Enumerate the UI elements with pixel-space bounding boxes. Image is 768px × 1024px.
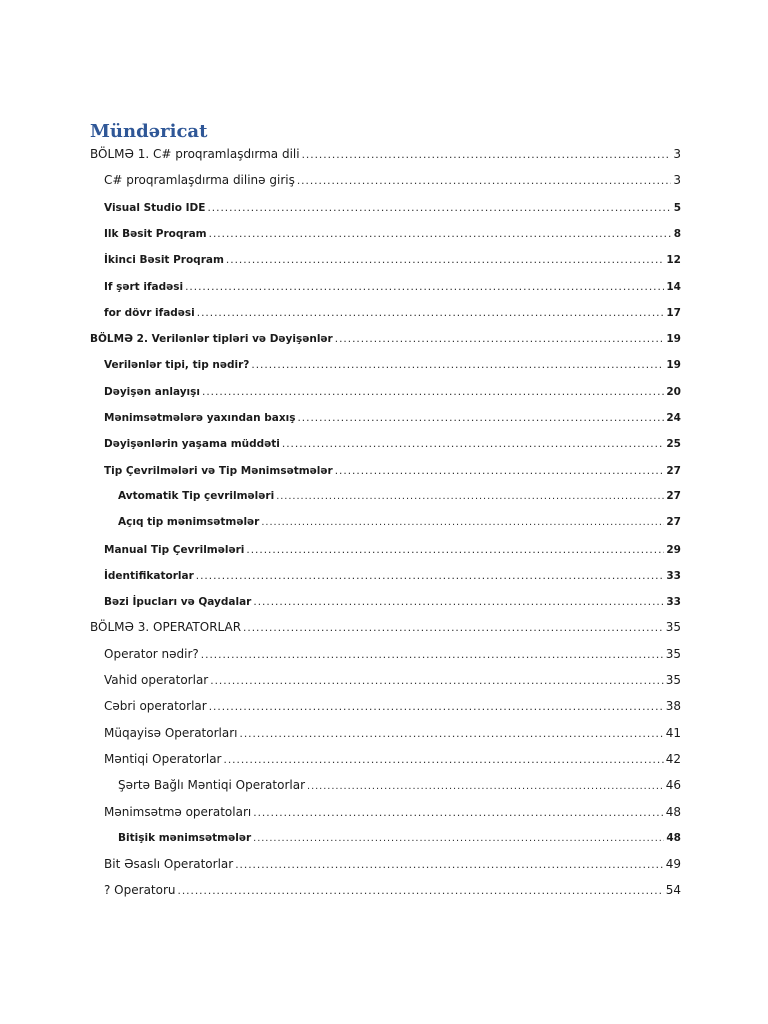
toc-entry-page-number: 5 <box>673 201 681 214</box>
toc-entry-label: ? Operatoru <box>104 883 176 898</box>
toc-entry-page-number: 35 <box>665 673 681 687</box>
toc-entry-page-number: 24 <box>666 412 681 424</box>
dot-leader <box>335 460 665 480</box>
toc-entry-label: Dəyişənlərin yaşama müddəti <box>104 438 280 451</box>
toc-entry[interactable] <box>104 407 681 427</box>
toc-entry[interactable] <box>104 381 681 401</box>
toc-entry-label: Bit Əsaslı Operatorlar <box>104 857 234 872</box>
dot-leader <box>297 407 664 427</box>
dot-leader <box>307 776 664 796</box>
toc-entry-label: If şərt ifadəsi <box>104 280 184 293</box>
toc-entry-page-number: 46 <box>665 778 681 793</box>
toc-entry-label: Verilənlər tipi, tip nədir? <box>104 359 250 372</box>
toc-entry-page-number: 27 <box>666 516 681 529</box>
toc-entry[interactable] <box>104 696 681 716</box>
toc-entry-page-number: 25 <box>666 438 681 451</box>
dot-leader <box>302 144 672 164</box>
toc-entry-label: BÖLMƏ 1. C# proqramlaşdırma dili <box>90 147 300 161</box>
toc-entry-page-number: 14 <box>666 280 681 293</box>
toc-entry-label: Operator nədir? <box>104 646 199 661</box>
toc-entry[interactable] <box>104 591 681 611</box>
dot-leader <box>276 486 664 506</box>
dot-leader <box>196 565 665 585</box>
toc-entry-page-number: 19 <box>666 359 681 372</box>
toc-entry-label: BÖLMƏ 3. OPERATORLAR <box>90 620 242 635</box>
dot-leader <box>185 276 664 296</box>
toc-entry-label: Açıq tip mənimsətmələr <box>118 516 260 529</box>
dot-leader <box>209 223 672 243</box>
toc-entry[interactable] <box>104 644 681 664</box>
toc-entry[interactable] <box>118 828 681 848</box>
dot-leader <box>207 197 671 217</box>
toc-entry-label: Visual Studio IDE <box>104 201 206 214</box>
toc-entry-label: BÖLMƏ 2. Verilənlər tipləri və Dəyişənlər <box>90 333 333 346</box>
toc-entry-label: Avtomatik Tip çevrilmələri <box>118 489 275 502</box>
toc-entry[interactable] <box>104 749 681 769</box>
toc-entry-page-number: 33 <box>666 569 681 582</box>
toc-entry-label: Bitişik mənimsətmələr <box>118 831 252 844</box>
toc-entry-label: Şərtə Bağlı Məntiqi Operatorlar <box>118 778 306 793</box>
toc-entry-label: Tip Çevrilmələri və Tip Mənimsətmələr <box>104 464 333 477</box>
toc-entry[interactable] <box>104 354 681 374</box>
dot-leader <box>253 828 664 848</box>
toc-entry-page-number: 35 <box>665 620 681 635</box>
toc-entry-label: Dəyişən anlayışı <box>104 385 200 398</box>
dot-leader <box>282 433 664 453</box>
toc-entry-page-number: 12 <box>666 254 681 267</box>
toc-entry-page-number: 48 <box>666 831 681 844</box>
toc-entry[interactable] <box>104 539 681 559</box>
dot-leader <box>201 644 664 664</box>
toc-entry-label: C# proqramlaşdırma dilinə giriş <box>104 173 295 188</box>
toc-entry[interactable] <box>90 328 681 348</box>
toc-entry[interactable] <box>90 617 681 637</box>
toc-entry-label: Mənimsətmələrə yaxından baxış <box>104 412 296 424</box>
toc-entry[interactable] <box>104 854 681 874</box>
toc-entry-label: Vahid operatorlar <box>104 673 209 687</box>
toc-entry-page-number: 17 <box>666 306 681 319</box>
toc-entry-page-number: 20 <box>666 385 681 398</box>
dot-leader <box>223 749 663 769</box>
dot-leader <box>235 854 664 874</box>
dot-leader <box>253 591 664 611</box>
toc-entry[interactable] <box>118 512 681 532</box>
toc-entry-page-number: 33 <box>666 596 681 609</box>
toc-entry-page-number: 27 <box>666 464 681 477</box>
toc-entry-page-number: 8 <box>673 227 681 240</box>
toc-entry-page-number: 19 <box>666 333 681 346</box>
dot-leader <box>178 880 664 900</box>
toc-entry-page-number: 48 <box>665 804 681 819</box>
toc-entry-label: for dövr ifadəsi <box>104 306 195 319</box>
dot-leader <box>261 512 664 532</box>
toc-entry-page-number: 35 <box>665 646 681 661</box>
toc-entry[interactable] <box>104 460 681 480</box>
toc-entry-label: İkinci Bəsit Proqram <box>104 254 224 267</box>
toc-entry-page-number: 41 <box>665 725 681 740</box>
toc-entry-page-number: 42 <box>665 751 681 766</box>
toc-entry-label: Müqayisə Operatorları <box>104 725 238 740</box>
toc-title: Mündəricat <box>90 121 208 142</box>
toc-entry[interactable] <box>104 802 681 822</box>
toc-entry[interactable] <box>118 775 681 795</box>
dot-leader <box>197 302 665 322</box>
toc-entry[interactable] <box>104 723 681 743</box>
toc-entry-page-number: 3 <box>673 173 681 188</box>
toc-entry[interactable] <box>104 670 681 690</box>
dot-leader <box>209 696 664 716</box>
toc-entry[interactable] <box>118 486 681 506</box>
toc-entry-page-number: 3 <box>673 147 681 161</box>
toc-entry[interactable] <box>104 197 681 217</box>
toc-entry[interactable] <box>104 170 681 190</box>
toc-entry-label: Məntiqi Operatorlar <box>104 751 222 766</box>
toc-entry[interactable] <box>104 223 681 243</box>
toc-entry[interactable] <box>104 433 681 453</box>
toc-entry-label: Cəbri operatorlar <box>104 699 207 714</box>
toc-entry[interactable] <box>104 249 681 269</box>
toc-entry-label: Mənimsətmə operatoları <box>104 804 252 819</box>
dot-leader <box>239 723 663 743</box>
dot-leader <box>202 381 664 401</box>
dot-leader <box>210 670 663 690</box>
dot-leader <box>253 802 663 822</box>
toc-entry-label: Bəzi İpucları və Qaydalar <box>104 596 252 609</box>
toc-entry-page-number: 27 <box>666 489 681 502</box>
toc-entry[interactable] <box>104 302 681 322</box>
dot-leader <box>251 354 664 374</box>
toc-entry[interactable] <box>104 276 681 296</box>
toc-entry-label: Ilk Bəsit Proqram <box>104 227 207 240</box>
toc-entry[interactable] <box>104 565 681 585</box>
toc-entry-label: İdentifikatorlar <box>104 569 194 582</box>
dot-leader <box>226 249 664 269</box>
dot-leader <box>297 170 672 190</box>
toc-entry-label: Manual Tip Çevrilmələri <box>104 543 245 556</box>
toc-entry-page-number: 38 <box>665 699 681 714</box>
dot-leader <box>335 328 665 348</box>
dot-leader <box>243 617 664 637</box>
toc-entry[interactable] <box>90 144 681 164</box>
toc-entry-page-number: 54 <box>665 883 681 898</box>
dot-leader <box>246 539 664 559</box>
toc-entry-page-number: 29 <box>666 543 681 556</box>
toc-entry-page-number: 49 <box>665 857 681 872</box>
toc-entry[interactable] <box>104 880 681 900</box>
